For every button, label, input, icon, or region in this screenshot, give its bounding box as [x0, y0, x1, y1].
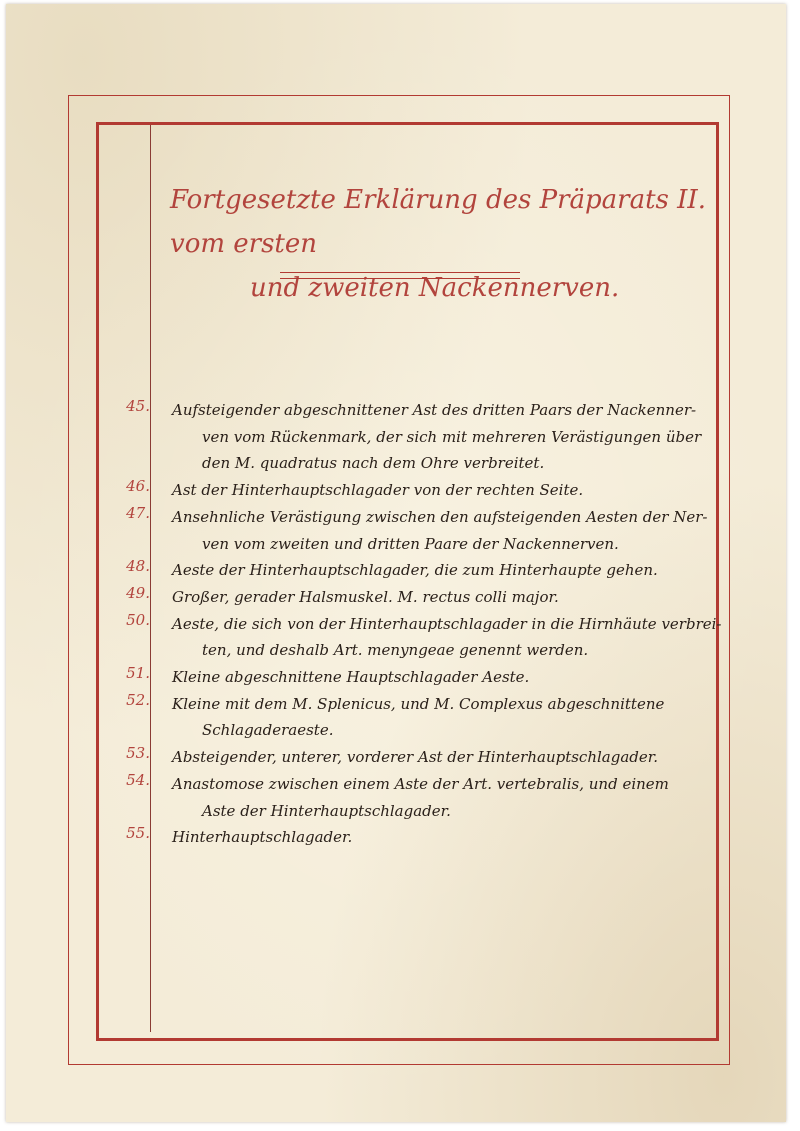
entry-text-line: Hinterhauptschlagader.: [172, 828, 353, 847]
title-line-1: Fortgesetzte Erklärung des Präparats II. vom ersten: [170, 185, 706, 259]
title-line-2: und zweiten Nackennerven.: [250, 273, 620, 303]
entry-text: [172, 771, 712, 824]
entry-text-line: ven vom zweiten und dritten Paare der Nackennerven.: [202, 534, 619, 553]
entry-number: 50.: [126, 610, 150, 629]
entry-text-line: Aeste, die sich von der Hinterhauptschlagader in die Hirnhäute verbrei-: [172, 614, 722, 633]
entry-number: 49.: [126, 583, 150, 602]
entry-text-line: Ansehnliche Verästigung zwischen den aufsteigenden Aesten der Ner-: [172, 507, 708, 526]
title-underline-bottom: [280, 278, 520, 279]
entry-text-line: Aste der Hinterhauptschlagader.: [202, 801, 451, 820]
entry-item: [0, 504, 800, 557]
entry-text-line: ten, und deshalb Art. menyngeae genennt werden.: [202, 641, 589, 660]
entry-item: [0, 664, 800, 691]
entry-item: [0, 397, 800, 477]
entry-number: 45.: [126, 397, 150, 415]
entry-text: [172, 504, 712, 557]
entry-item: [0, 611, 800, 664]
entry-text: [172, 611, 722, 664]
entry-number: 55.: [126, 824, 150, 843]
entry-number: 46.: [126, 477, 150, 496]
entry-text-line: Aeste der Hinterhauptschlagader, die zum Hinterhaupte gehen.: [172, 561, 658, 580]
entry-text-line: den M. quadratus nach dem Ohre verbreitet.: [202, 454, 545, 473]
entry-text: [172, 664, 712, 691]
entry-number: 48.: [126, 557, 150, 576]
entry-text: [172, 584, 712, 611]
entry-list: [0, 397, 800, 851]
entry-text: [172, 477, 712, 504]
entry-number: 47.: [126, 503, 150, 522]
entry-number: 54.: [126, 770, 150, 789]
entry-item: [0, 477, 800, 504]
entry-text-line: Absteigender, unterer, vorderer Ast der Hinterhauptschlagader.: [172, 748, 659, 767]
entry-text: [172, 397, 712, 477]
entry-text-line: Anastomose zwischen einem Aste der Art. vertebralis, und einem: [172, 774, 669, 793]
entry-text: [172, 824, 712, 851]
entry-text-line: Großer, gerader Halsmuskel. M. rectus colli major.: [172, 587, 559, 606]
entry-text-line: ven vom Rückenmark, der sich mit mehreren Verästigungen über: [202, 427, 702, 446]
entry-text-line: Ast der Hinterhauptschlagader von der rechten Seite.: [172, 481, 584, 500]
entry-text: [172, 691, 712, 744]
entry-number: 51.: [126, 664, 150, 683]
entry-item: [0, 824, 800, 851]
entry-number: 52.: [126, 690, 150, 709]
entry-item: [0, 691, 800, 744]
entry-number: 53.: [126, 744, 150, 763]
entry-text-line: Kleine mit dem M. Splenicus, und M. Complexus abgeschnittene: [172, 694, 665, 713]
entry-item: [0, 744, 800, 771]
entry-text: [172, 557, 712, 584]
entry-text-line: Aufsteigender abgeschnittener Ast des dritten Paars der Nackenner-: [172, 401, 697, 419]
entry-text-line: Schlagaderaeste.: [202, 721, 334, 740]
entry-text: [172, 744, 712, 771]
entry-item: [0, 584, 800, 611]
title-underline-top: [280, 272, 520, 273]
page-title: [160, 178, 710, 310]
entry-item: [0, 771, 800, 824]
entry-item: [0, 557, 800, 584]
entry-text-line: Kleine abgeschnittene Hauptschlagader Aeste.: [172, 668, 530, 687]
